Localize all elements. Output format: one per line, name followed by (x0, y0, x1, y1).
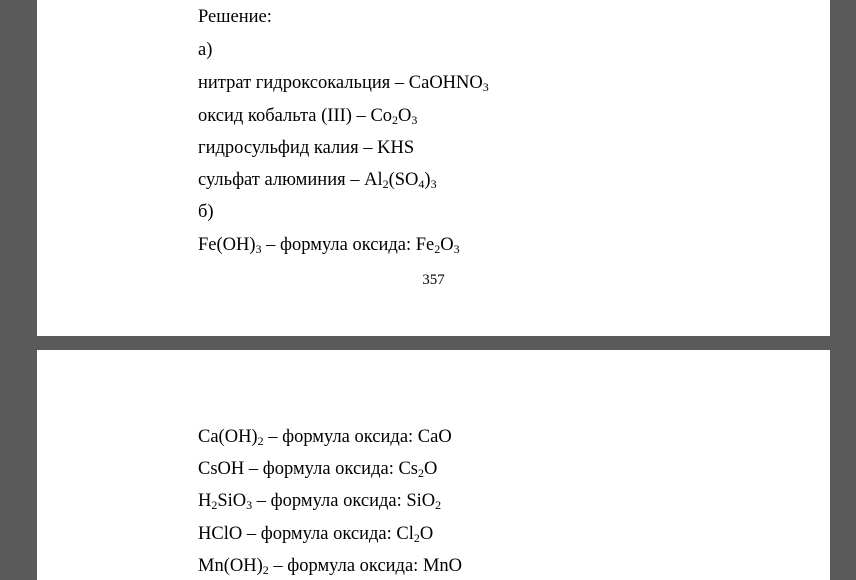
subscript: 3 (411, 113, 418, 127)
compound-name: нитрат гидроксокальция – (198, 73, 409, 93)
oxide-formula: MnO (422, 556, 463, 576)
oxide-formula: $Cs_2O$ (398, 459, 438, 480)
compound-line (198, 137, 414, 159)
part-b-label: б) (198, 202, 214, 222)
page-number: 357 (422, 272, 445, 288)
subscript: 2 (211, 498, 218, 512)
oxide-caption: – формула оксида: (261, 235, 416, 255)
subscript: 3 (430, 177, 437, 191)
hydroxide-formula: $H_2SiO_3$ (198, 491, 253, 512)
hydroxide-oxide-line (198, 234, 460, 256)
document-page-358 (37, 350, 830, 580)
chemical-formula: CaOHNO$_3$ (408, 73, 489, 94)
subscript: 2 (435, 498, 442, 512)
compound-name: оксид кобальта (III) – (198, 106, 371, 126)
compound-line (198, 169, 437, 191)
oxide-formula: $Fe_2O_3$ (415, 235, 460, 256)
oxide-formula: CaO (417, 427, 452, 447)
compound-name: гидросульфид калия – (198, 138, 378, 158)
subscript: 2 (257, 434, 264, 448)
chemical-formula: $Al_2(SO_4)_3$ (364, 170, 437, 191)
subscript: 2 (418, 466, 425, 480)
hydroxide-oxide-line (198, 490, 441, 512)
hydroxide-formula: CsOH (198, 459, 245, 479)
oxide-caption: – формула оксида: (242, 524, 397, 544)
subscript: 2 (413, 531, 420, 545)
subscript: 4 (418, 177, 425, 191)
subscript: 2 (382, 177, 389, 191)
subscript: 3 (246, 498, 253, 512)
part-a-label: а) (198, 40, 213, 60)
document-page-357 (37, 0, 830, 336)
subscript: 3 (453, 242, 460, 256)
oxide-caption: – формула оксида: (263, 427, 418, 447)
hydroxide-formula: HClO (198, 524, 243, 544)
subscript: 2 (392, 113, 399, 127)
solution-heading: Решение: (198, 7, 272, 27)
hydroxide-formula: $Ca(OH)_2$ (198, 427, 264, 448)
chemical-formula: $Co_2O_3$ (370, 106, 418, 127)
oxide-caption: – формула оксида: (244, 459, 399, 479)
hydroxide-oxide-line (198, 426, 452, 448)
compound-line (198, 105, 417, 127)
oxide-caption: – формула оксида: (252, 491, 407, 511)
compound-name: сульфат алюминия – (198, 170, 365, 190)
oxide-formula: $Cl_2O$ (396, 524, 434, 545)
compound-line (198, 72, 489, 94)
hydroxide-oxide-line (198, 523, 433, 545)
oxide-formula: SiO$_2$ (406, 491, 442, 512)
subscript: 3 (255, 242, 262, 256)
hydroxide-oxide-line (198, 458, 437, 480)
subscript: 2 (262, 563, 269, 577)
subscript: 2 (434, 242, 441, 256)
subscript: 3 (482, 80, 489, 94)
hydroxide-formula: $Mn(OH)_2$ (198, 556, 269, 577)
oxide-caption: – формула оксида: (268, 556, 423, 576)
hydroxide-formula: $Fe(OH)_3$ (198, 235, 262, 256)
hydroxide-oxide-line (198, 555, 462, 577)
chemical-formula: KHS (377, 138, 415, 158)
